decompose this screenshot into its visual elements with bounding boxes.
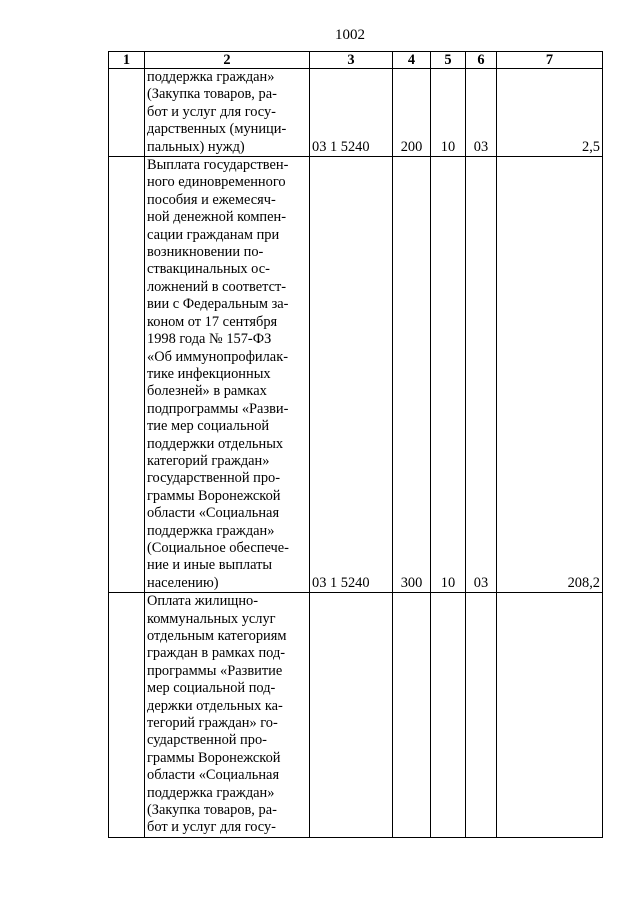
page-number: 1002 (335, 27, 365, 43)
header-col-1: 1 (109, 52, 145, 69)
cell-description: поддержка граждан» (Закупка товаров, ра- бот и услуг для госу- дарственных (муници- пальных) нужд) (145, 69, 310, 157)
table-row (109, 69, 603, 157)
header-col-2: 2 (145, 52, 310, 69)
cell-section: 10 (431, 69, 466, 157)
cell-section (431, 593, 466, 838)
header-col-3: 3 (310, 52, 393, 69)
cell-col1 (109, 593, 145, 838)
cell-type: 200 (393, 69, 431, 157)
cell-type (393, 593, 431, 838)
header-col-7: 7 (497, 52, 603, 69)
cell-sum: 208,2 (497, 157, 603, 593)
cell-subsection (466, 593, 497, 838)
header-col-4: 4 (393, 52, 431, 69)
cell-code (310, 593, 393, 838)
cell-sum: 2,5 (497, 69, 603, 157)
cell-subsection: 03 (466, 69, 497, 157)
cell-code: 03 1 5240 (310, 157, 393, 593)
cell-code: 03 1 5240 (310, 69, 393, 157)
cell-subsection: 03 (466, 157, 497, 593)
cell-type: 300 (393, 157, 431, 593)
budget-table (108, 51, 603, 838)
table-row (109, 593, 603, 838)
table-row (109, 157, 603, 593)
cell-col1 (109, 69, 145, 157)
cell-section: 10 (431, 157, 466, 593)
cell-sum (497, 593, 603, 838)
header-col-6: 6 (466, 52, 497, 69)
header-col-5: 5 (431, 52, 466, 69)
cell-description: Выплата государствен- ного единовременного пособия и ежемесяч- ной денежной компен- сации гражданам при возникновении по- ствакцинальных ос- ложнений в соответст- вии с Федеральным за- коном от 17 сентября 1998 года № 157-ФЗ «Об иммунопрофилак- тике инфекционных болезней» в рамках подпрограммы «Разви- тие мер социальной поддержки отдельных категорий граждан» государственной про- граммы Воронежской области «Социальная поддержка граждан» (Социальное обеспече- ние и иные выплаты населению) (145, 157, 310, 593)
cell-col1 (109, 157, 145, 593)
cell-description: Оплата жилищно- коммунальных услуг отдельным категориям граждан в рамках под- программы «Развитие мер социальной под- держки отдельных ка- тегорий граждан» го- сударственной про- граммы Воронежской области «Социальная поддержка граждан» (Закупка товаров, ра- бот и услуг для госу- (145, 593, 310, 838)
header-row (109, 52, 603, 69)
